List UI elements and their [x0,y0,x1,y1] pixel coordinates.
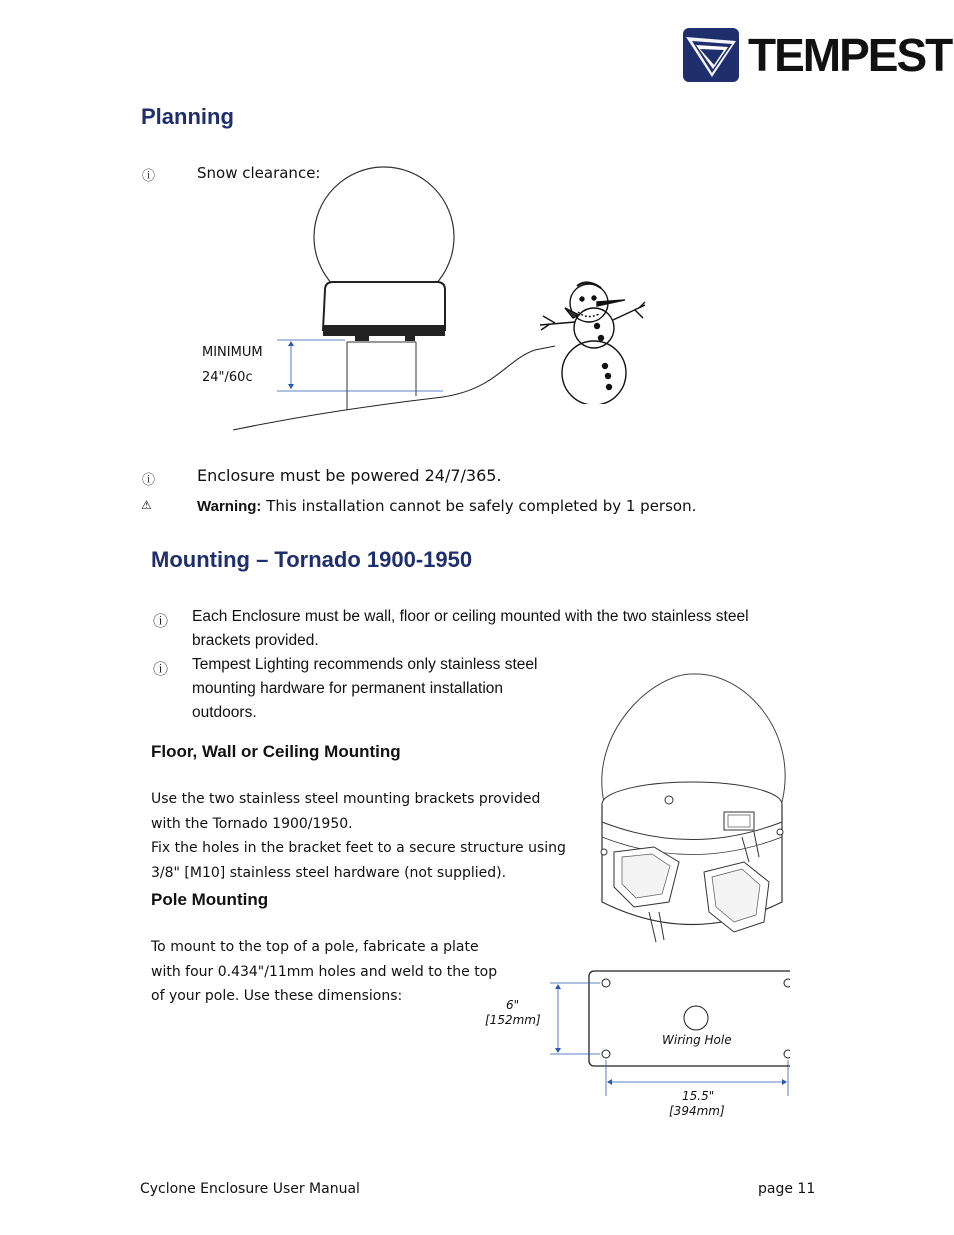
footer-page-number: page 11 [758,1181,816,1197]
minimum-value: 24"/60c [202,370,253,385]
mounting-note-1-line-1: Each Enclosure must be wall, floor or ceiling mounted with the two stainless steel [192,608,749,625]
info-icon: ⓘ [153,612,169,630]
warning-text: This installation cannot be safely completed by 1 person. [266,497,697,515]
snow-clearance-diagram [225,160,665,435]
plate-width-in: 15.5" [682,1089,715,1103]
warning-label: Warning: [197,498,262,515]
snow-clearance-note: Snow clearance: [197,164,321,182]
floor-line-2: with the Tornado 1900/1950. [151,815,353,832]
brand-name: TEMPEST [748,29,952,81]
footer-manual-title: Cyclone Enclosure User Manual [140,1181,360,1197]
mounting-hole [602,979,610,987]
floor-line-1: Use the two stainless steel mounting brackets provided [151,791,541,807]
plate-width-mm: [394mm] [669,1104,725,1118]
plate-height-in: 6" [506,998,520,1012]
mounting-note-2-line-1: Tempest Lighting recommends only stainless steel [192,656,538,673]
mounting-note-1 [192,605,749,653]
mounting-note-1-line-2: brackets provided. [192,632,319,649]
floor-mounting-heading: Floor, Wall or Ceiling Mounting [151,742,401,761]
mounting-hole [602,1050,610,1058]
mounting-note-2 [192,653,537,725]
wiring-hole-label: Wiring Hole [662,1033,732,1047]
mounting-heading: Mounting – Tornado 1900-1950 [151,547,473,572]
pole-mounting-heading: Pole Mounting [151,890,269,909]
tempest-logo [682,27,952,85]
mounting-hole [784,1050,790,1058]
pole-line-2: with four 0.434"/11mm holes and weld to the top [151,963,498,980]
pole-mounting-text [151,935,497,1009]
info-icon: ⓘ [153,660,169,678]
minimum-label: MINIMUM [202,345,263,360]
info-icon: ⓘ [142,169,156,184]
mounting-note-2-line-2: mounting hardware for permanent installation [192,680,504,697]
floor-line-4: 3/8" [M10] stainless steel hardware (not supplied). [151,864,507,881]
pole-line-1: To mount to the top of a pole, fabricate a plate [151,939,479,955]
floor-mounting-text [151,787,566,885]
info-icon: ⓘ [142,473,156,488]
mounting-note-2-line-3: outdoors. [192,704,257,721]
power-note: Enclosure must be powered 24/7/365. [197,466,502,485]
tempest-logo-mark [682,27,740,83]
mounting-hole [784,979,790,987]
warning-icon: ⚠ [141,498,152,512]
pole-line-3: of your pole. Use these dimensions: [151,988,403,1004]
tornado-enclosure-illustration [594,672,794,952]
planning-heading: Planning [141,104,234,129]
snowman-icon [540,270,645,405]
wiring-hole [684,1006,708,1030]
plate-height-mm: [152mm] [485,1013,541,1027]
warning-line [197,497,696,515]
floor-line-3: Fix the holes in the bracket feet to a secure structure using [151,840,566,856]
